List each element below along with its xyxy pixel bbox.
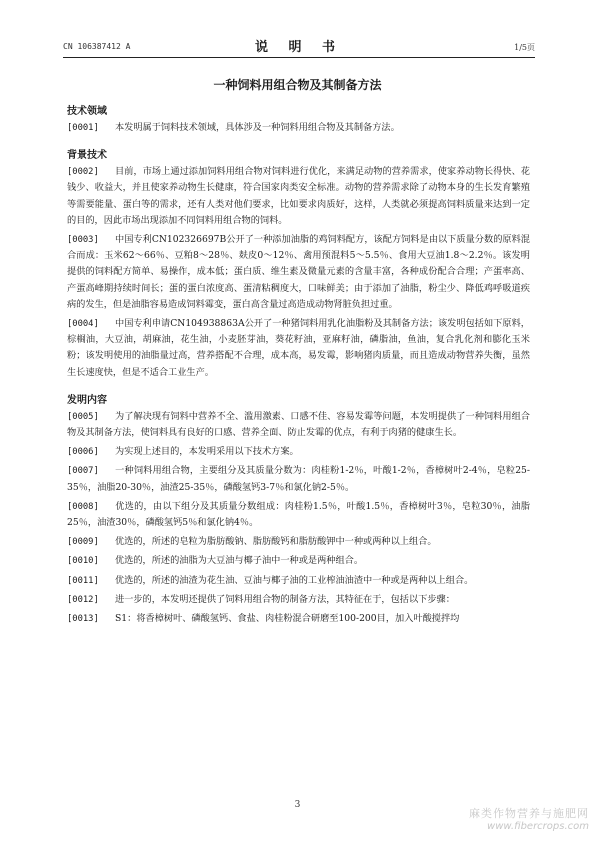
paragraph — [67, 463, 530, 495]
section-heading: 背景技术 — [67, 150, 107, 162]
page-header — [63, 36, 535, 56]
paragraph-text: 进一步的，本发明还提供了饲料用组合物的制备方法，其特征在于，包括以下步骤： — [115, 593, 455, 605]
paragraph-text: 目前，市场上通过添加饲料用组合物对饲料进行优化，来满足动物的营养需求，使家养动物长得快、花钱少、收益大，并且使家养动物生长健康，符合国家肉类安全标准。动物的营养需求除了动物本身的生长发育繁殖等需要能量、蛋白等的需求，还有人类对他们要求，比如要求肉质好，这样，人类就必须提高饲料质量来达到一定的目的，因此市场出现添加不同饲料用组合物的饲料。 — [67, 166, 530, 226]
paragraph — [67, 120, 530, 136]
paragraph-number: [0012] — [67, 594, 99, 605]
document-title: 一种饲料用组合物及其制备方法 — [213, 78, 382, 92]
page-number: 3 — [294, 800, 301, 810]
paragraph-number: [0002] — [67, 167, 99, 178]
paragraph — [67, 444, 530, 460]
paragraph-number: [0010] — [67, 556, 99, 567]
paragraph-number: [0009] — [67, 537, 99, 548]
paragraph-number: [0004] — [67, 319, 99, 330]
paragraph — [67, 573, 530, 589]
paragraph-text: 为了解决现有饲料中营养不全、滥用激素、口感不佳、容易发霉等问题，本发明提供了一种饲料用组合物及其制备方法，使饲料具有良好的口感、营养全面、防止发霉的优点，有利于肉猪的健康生长。 — [67, 410, 530, 439]
paragraph-text: 优选的，所述的皂粒为脂肪酸钠、脂肪酸钙和脂肪酸钾中一种或两种以上组合。 — [115, 536, 437, 548]
paragraph-number: [0007] — [67, 466, 99, 477]
paragraph-number: [0005] — [67, 411, 99, 422]
paragraph-text: 本发明属于饲料技术领域，具体涉及一种饲料用组合物及其制备方法。 — [115, 122, 400, 133]
document-body — [67, 104, 530, 630]
section-heading: 发明内容 — [67, 394, 107, 406]
paragraph-text: S1：将香樟树叶、磷酸氢钙、食盐、肉桂粉混合研磨至100-200目，加入叶酸搅拌均 — [115, 613, 460, 625]
header-rule — [63, 57, 535, 58]
paragraph-text: 一种饲料用组合物，主要组分及其质量分数为：肉桂粉1-2％，叶酸1-2％，香樟树叶2-4％，皂粒25-35％，油脂20-30％，油渣25-35％，磷酸氢钙3-7％和氯化钠2-5％。 — [67, 465, 530, 493]
paragraph — [67, 232, 530, 313]
paragraph — [67, 534, 530, 550]
paragraph — [67, 164, 530, 229]
publication-number: CN 106387412 A — [63, 42, 131, 51]
watermark — [469, 805, 589, 832]
paragraph — [67, 316, 530, 381]
paragraph-number: [0011] — [67, 575, 99, 586]
document-type: 说 明 书 — [254, 40, 344, 55]
paragraph-text: 优选的，所述的油脂为大豆油与椰子油中一种或是两种组合。 — [115, 555, 364, 567]
paragraph-number: [0001] — [67, 123, 99, 133]
paragraph-text: 中国专利申请CN104938863A公开了一种猪饲料用乳化油脂粉及其制备方法；该发明包括如下原料，棕榈油，大豆油，胡麻油，花生油，小麦胚芽油，葵花籽油，亚麻籽油，磷脂油，鱼油，复合乳化剂和膨化玉米粉；该发明使用的油脂量过高，营养搭配不合理，成本高，易发霉，影响猪肉质量，而且造成动物营养失衡，虽然生长速度快，但是不适合工业生产。 — [67, 318, 530, 378]
paragraph — [67, 499, 530, 531]
section-heading: 技术领域 — [67, 106, 107, 117]
paragraph — [67, 611, 530, 627]
watermark-url: www.fibercrops.com — [487, 821, 589, 832]
paragraph-number: [0006] — [67, 447, 99, 458]
paragraph — [67, 409, 530, 441]
paragraph-number: [0003] — [67, 235, 99, 246]
watermark-site-name: 麻类作物营养与施肥网 — [469, 807, 589, 820]
paragraph-text: 优选的，由以下组分及其质量分数组成：肉桂粉1.5％，叶酸1.5％，香樟树叶3％，皂粒30％，油脂25％，油渣30％，磷酸氢钙5％和氯化钠4％。 — [67, 500, 530, 529]
paragraph-number: [0008] — [67, 501, 99, 512]
paragraph — [67, 592, 530, 608]
paragraph-text: 为实现上述目的，本发明采用以下技术方案。 — [115, 446, 299, 458]
page-count: 1/5页 — [514, 43, 535, 52]
paragraph-text: 优选的，所述的油渣为花生油、豆油与椰子油的工业榨油油渣中一种或是两种以上组合。 — [115, 574, 474, 586]
paragraph-number: [0013] — [67, 614, 99, 625]
paragraph-text: 中国专利CN102326697B公开了一种添加油脂的鸡饲料配方，该配方饲料是由以下质量分数的原料混合而成：玉米62～66％、豆粕8～28％、麸皮0～12％、禽用预混料5～5.5％、食用大豆油1.8～2.2％。该发明提供的饲料配方简单、易操作，成本低；蛋白质、维生素及微量元素的含量丰富，各种成份配合合理；产蛋率高、产蛋高峰期持续时间长；蛋的蛋白浓度高、蛋清粘稠度大，口味鲜美；由于添加了油脂，粉尘少、降低鸡呼吸道疾病的发生，但是油脂容易造成饲料霉变，蛋白高含量过高造成动物肾脏负担过重。 — [67, 234, 530, 310]
paragraph — [67, 553, 530, 569]
